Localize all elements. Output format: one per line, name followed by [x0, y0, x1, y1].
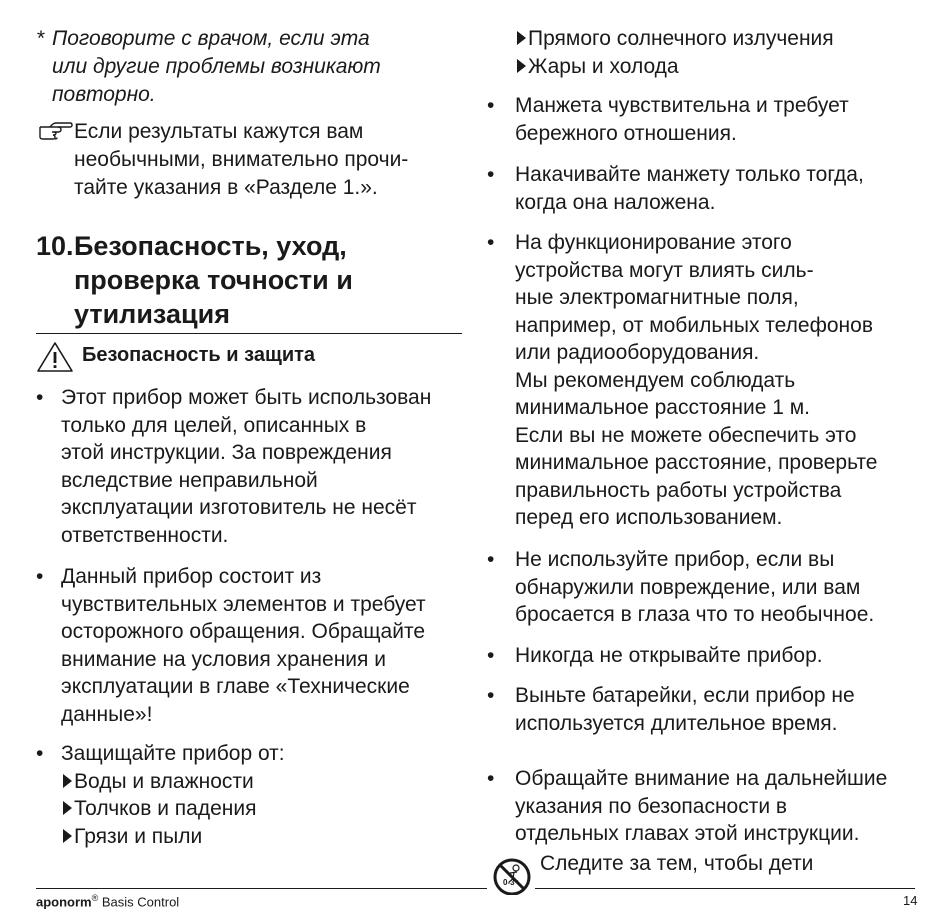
sub-list-item [61, 823, 285, 851]
section-title-line: проверка точности и [74, 265, 353, 295]
bullet-line: когда она наложена. [515, 190, 716, 214]
hint-line: Если результаты кажутся вам [74, 120, 364, 143]
bullet-dot: • [487, 767, 495, 790]
bullet-item [487, 642, 823, 670]
doctor-note [36, 25, 381, 109]
bullet-line: ответственности. [61, 523, 229, 547]
footer-product-name: Basis Control [98, 894, 180, 910]
sub-list-text: Грязи и пыли [74, 824, 203, 848]
bullet-line: вследствие неправильной [61, 468, 318, 492]
footer-rule-right [535, 888, 915, 889]
bullet-line: устройства могут влиять силь- [515, 258, 814, 282]
bullet-line: Этот прибор может быть использован [61, 386, 432, 409]
bullet-line: минимальное расстояние 1 м. [515, 396, 811, 419]
bullet-line: бережного отношения. [515, 121, 737, 145]
bullet-line: например, от мобильных телефонов [515, 313, 873, 337]
bullet-dot: • [36, 565, 44, 588]
section-number: 10. [36, 231, 74, 261]
sub-list-text: Жары и холода [528, 54, 679, 78]
bullet-line: Обращайте внимание на дальнейшие [515, 767, 888, 790]
bullet-dot: • [487, 163, 495, 186]
bullet-line: Если вы не можете обеспечить это [515, 423, 857, 447]
bullet-line: Накачивайте манжету только тогда, [515, 163, 864, 186]
triangle-right-icon [515, 30, 527, 46]
bullet-line: ные электромагнитные поля, [515, 286, 799, 309]
no-children-age-label: 0-3 [503, 878, 515, 887]
triangle-right-icon [61, 800, 73, 816]
bullet-line: данные»! [61, 702, 153, 726]
bullet-item [487, 229, 877, 532]
bullet-item [487, 546, 874, 629]
bullet-line: этой инструкции. За повреждения [61, 441, 392, 464]
bullet-line: Защищайте прибор от: [61, 742, 285, 765]
bullet-dot: • [487, 231, 495, 254]
children-warning [487, 850, 927, 887]
bullet-line: Никогда не открывайте прибор. [515, 644, 823, 667]
bullet-line: бросается в глаза что то необычное. [515, 603, 875, 626]
bullet-line: отдельных главах этой инструкции. [515, 822, 860, 845]
bullet-item [487, 765, 887, 848]
note-line: повторно. [52, 83, 156, 106]
section-heading [36, 229, 462, 334]
warning-triangle-icon [36, 341, 74, 382]
bullet-line: Мы рекомендуем соблюдать [515, 368, 796, 392]
section-title-line: Безопасность, уход, [74, 231, 347, 261]
footer-reg-mark: ® [91, 893, 99, 903]
bullet-item [487, 161, 864, 216]
sub-list-item [515, 25, 834, 53]
bullet-dot: • [36, 742, 44, 765]
note-line: или другие проблемы возникают [52, 55, 381, 78]
children-warning-text: Следите за тем, чтобы дети [540, 852, 814, 875]
bullet-line: только для целей, описанных в [61, 413, 367, 437]
bullet-line: осторожного обращения. Обращайте [61, 620, 426, 643]
note-line: Поговорите с врачом, если эта [52, 27, 370, 50]
bullet-line: используется длительное время. [515, 711, 838, 735]
footer-brand: aponorm [36, 894, 92, 910]
bullet-line: Данный прибор состоит из [61, 565, 322, 588]
sub-list-item [515, 53, 834, 81]
triangle-right-icon [515, 58, 527, 74]
bullet-line: Манжета чувствительна и требует [515, 94, 849, 117]
sub-list-continuation [487, 25, 834, 80]
triangle-right-icon [61, 828, 73, 844]
bullet-item [36, 563, 426, 728]
bullet-dot: • [487, 94, 495, 117]
sub-list-item [61, 768, 285, 796]
hint-line: тайте указания в «Разделе 1.». [74, 176, 378, 199]
pointing-hand-icon [38, 120, 74, 150]
bullet-line: минимальное расстояние, проверьте [515, 451, 878, 474]
bullet-dot: • [487, 684, 495, 707]
no-children-0-3-icon [490, 855, 534, 903]
page-number: 14 [903, 893, 918, 908]
bullet-line: Выньте батарейки, если прибор не [515, 684, 855, 707]
footer-rule-left [36, 888, 487, 889]
bullet-line: эксплуатации изготовитель не несёт [61, 496, 417, 519]
footer-product [36, 893, 179, 909]
sub-list-text: Прямого солнечного излучения [528, 27, 834, 50]
section-title-line: утилизация [74, 299, 230, 329]
asterisk: * [36, 27, 45, 50]
hint-line: необычными, внимательно прочи- [74, 148, 409, 171]
sub-list-item [61, 795, 285, 823]
bullet-dot: • [487, 548, 495, 571]
sub-list-text: Толчков и падения [74, 797, 257, 820]
bullet-line: правильность работы устройства [515, 478, 842, 502]
bullet-line: внимание на условия хранения и [61, 647, 386, 671]
bullet-item [36, 740, 285, 850]
sub-list-text: Воды и влажности [74, 769, 254, 793]
bullet-line: На функционирование этого [515, 231, 792, 254]
results-hint [36, 118, 408, 202]
bullet-line: обнаружили повреждение, или вам [515, 575, 861, 599]
triangle-right-icon [61, 773, 73, 789]
bullet-item [36, 384, 431, 549]
bullet-dot: • [487, 644, 495, 667]
bullet-line: эксплуатации в главе «Технические [61, 675, 410, 698]
bullet-line: или радиооборудования. [515, 341, 760, 364]
bullet-line: чувствительных элементов и требует [61, 592, 426, 616]
bullet-line: указания по безопасности в [515, 794, 788, 818]
subsection-title: Безопасность и защита [82, 344, 316, 366]
bullet-line: перед его использованием. [515, 506, 783, 529]
bullet-item [487, 682, 855, 737]
bullet-item [487, 92, 849, 147]
bullet-dot: • [36, 386, 44, 409]
bullet-line: Не используйте прибор, если вы [515, 548, 835, 571]
subsection-heading [36, 340, 315, 370]
